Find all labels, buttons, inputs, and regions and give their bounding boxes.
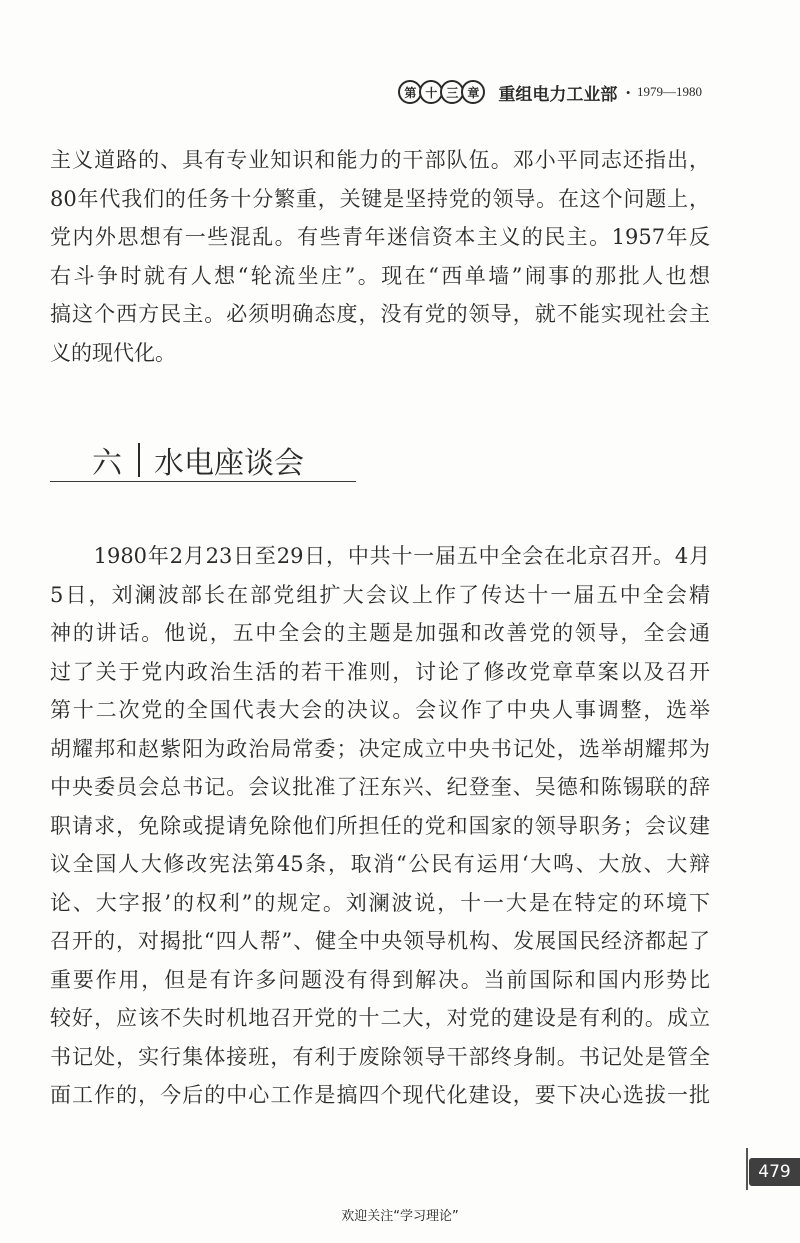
text-line: 党内外思想有一些混乱。有些青年迷信资本主义的民主。1957年反: [50, 225, 710, 249]
section-title: 水电座谈会: [154, 446, 304, 481]
text-line: 第十二次党的全国代表大会的决议。会议作了中央人事调整，选举: [50, 698, 710, 722]
chapter-badge-char: 三: [440, 80, 464, 104]
body-paragraph-2: [50, 537, 710, 1115]
section-number: 六: [92, 446, 122, 481]
text-line: 召开的，对揭批“四人帮”、健全中央领导机构、发展国民经济都起了: [50, 929, 710, 953]
section-divider: [138, 443, 140, 477]
page-number: 479: [749, 1158, 800, 1186]
chapter-badge-char: 十: [419, 80, 443, 104]
text-line: 面工作的，今后的中心工作是搞四个现代化建设，要下决心选拔一批: [50, 1083, 710, 1107]
text-line: 搞这个西方民主。必须明确态度，没有党的领导，就不能实现社会主: [50, 302, 710, 326]
chapter-years: 1979—1980: [637, 84, 702, 99]
text-line: 5日，刘澜波部长在部党组扩大会议上作了传达十一届五中全会精: [50, 582, 710, 607]
body-paragraph-1: [50, 141, 710, 372]
text-line: 职请求，免除或提请免除他们所担任的党和国家的领导职务；会议建: [50, 813, 710, 838]
header-separator: ·: [625, 82, 631, 102]
section-underline: [50, 481, 356, 482]
text-line: 较好，应该不失时机地召开党的十二大，对党的建设是有利的。成立: [50, 1006, 710, 1030]
chapter-title: 重组电力工业部: [498, 84, 618, 105]
text-line: 80年代我们的任务十分繁重，关键是坚持党的领导。在这个问题上，: [50, 186, 710, 211]
chapter-badge-char: 第: [398, 80, 422, 104]
text-line: 论、大字报’的权利”的规定。刘澜波说，十一大是在特定的环境下: [50, 890, 710, 915]
text-line: 右斗争时就有人想“轮流坐庄”。现在“西单墙”闹事的那批人也想: [50, 263, 710, 288]
text-line: 议全国人大修改宪法第45条，取消“公民有运用‘大鸣、大放、大辩: [50, 852, 710, 876]
running-header: [398, 78, 702, 106]
text-line: 中央委员会总书记。会议批准了汪东兴、纪登奎、吴德和陈锡联的辞: [50, 775, 710, 799]
text-line: 过了关于党内政治生活的若干准则，讨论了修改党章草案以及召开: [50, 659, 710, 684]
page-number-tick: [746, 1148, 748, 1190]
footer-note: 欢迎关注“学习理论”: [341, 1209, 459, 1224]
text-line: 胡耀邦和赵紫阳为政治局常委；决定成立中央书记处，选举胡耀邦为: [50, 736, 710, 761]
text-line: 书记处，实行集体接班，有利于废除领导干部终身制。书记处是管全: [50, 1044, 710, 1069]
section-heading: [50, 434, 356, 482]
text-line: 义的现代化。: [50, 340, 176, 365]
text-line: 1980年2月23日至29日，中共十一届五中全会在北京召开。4月: [50, 544, 710, 568]
text-line: 主义道路的、具有专业知识和能力的干部队伍。邓小平同志还指出，: [50, 148, 710, 172]
chapter-badge: [398, 80, 482, 104]
text-line: 神的讲话。他说，五中全会的主题是加强和改善党的领导，全会通: [50, 621, 710, 645]
text-line: 重要作用，但是有许多问题没有得到解决。当前国际和国内形势比: [50, 967, 710, 992]
chapter-badge-char: 章: [461, 80, 485, 104]
